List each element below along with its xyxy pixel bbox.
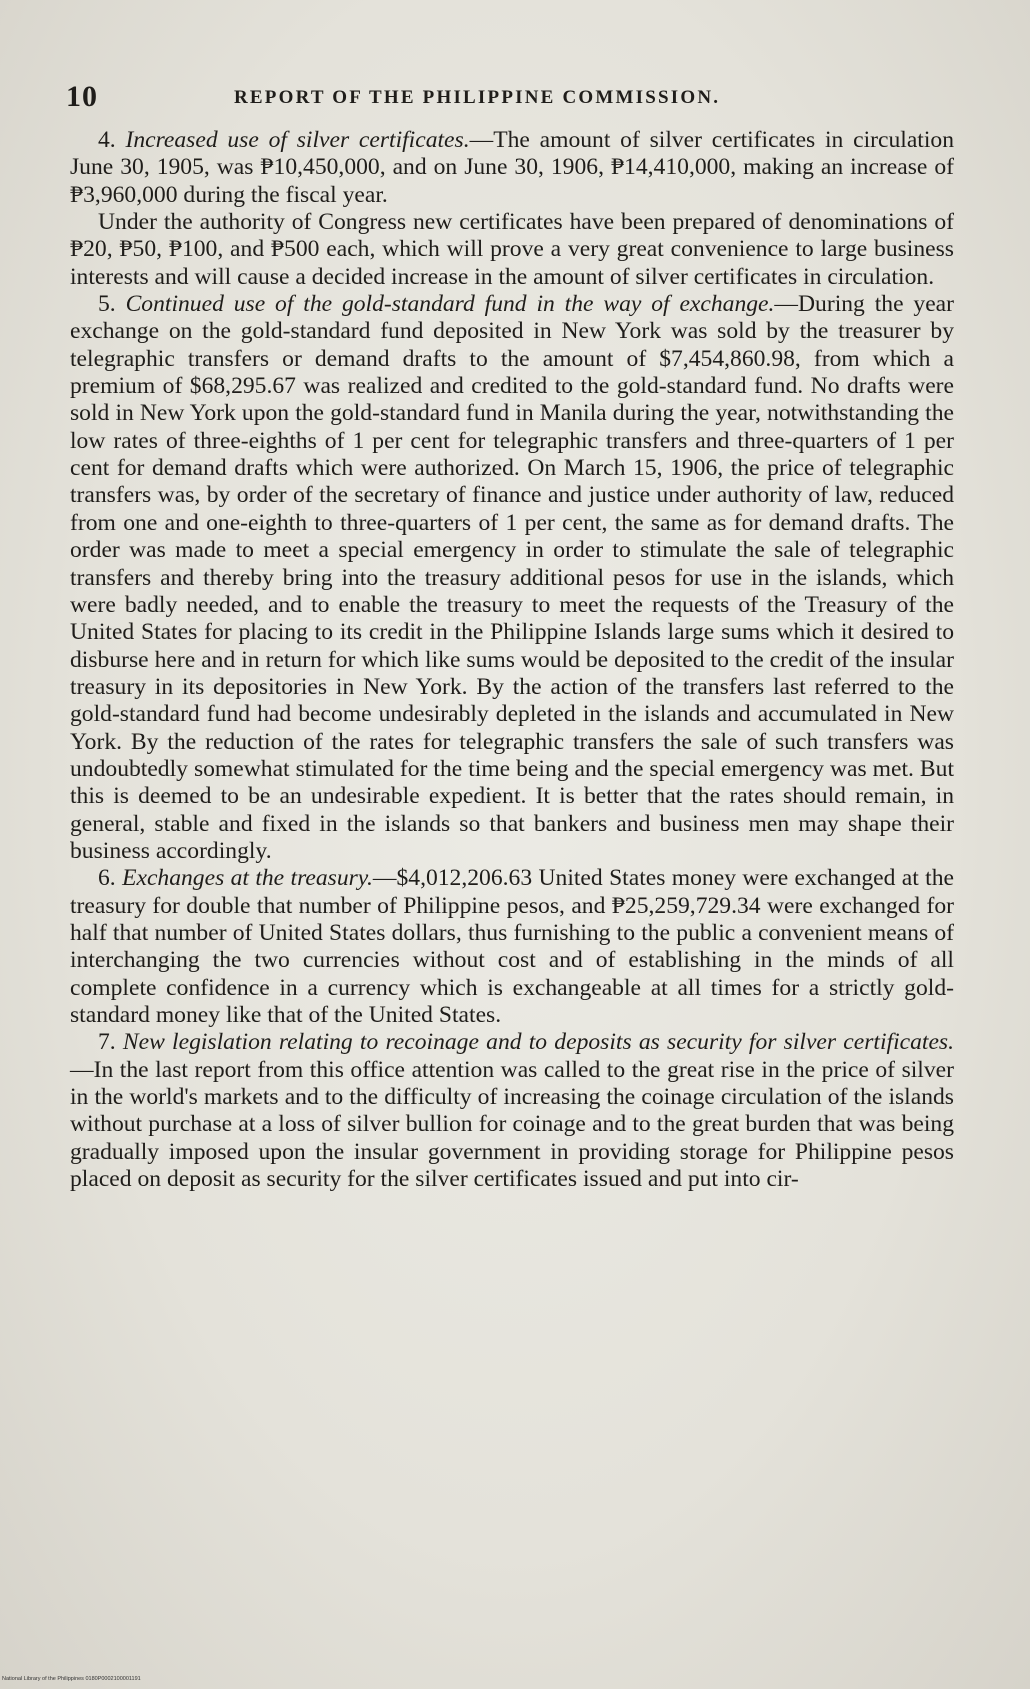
section-heading: Continued use of the gold-standard fund in the way of exchange.	[125, 291, 775, 318]
running-head: REPORT OF THE PHILIPPINE COMMISSION.	[234, 87, 721, 108]
section-heading: Exchanges at the treasury.	[122, 865, 373, 892]
section-number: 5.	[98, 291, 126, 318]
section-heading: New legislation relating to recoinage and to deposits as security for silver certificates.	[122, 1029, 954, 1056]
paragraph-text: —$4,012,206.63 United States money were exchanged at the treasury for double that number of Philippine pesos, and ₱25,259,729.34 were exchanged for half that number of United States dollars, thus furnishing to the public a convenient means of interchanging the two currencies without cost and of establishing in the minds of all complete confidence in a currency which is exchangeable at all times for a strictly gold-standard money like that of the United States.	[70, 865, 954, 1028]
paragraph-text: —In the last report from this office attention was called to the great rise in the price of silver in the world's markets and to the difficulty of increasing the coinage circulation of the islands without purchase at a loss of silver bullion for coinage and to the great burden that was being gradually imposed upon the insular government in providing storage for Philippine pesos placed on deposit as security for the silver certificates issued and put into cir-	[70, 1056, 954, 1193]
paragraph-text: —During the year exchange on the gold-standard fund deposited in New York was sold by the treasurer by telegraphic transfers or demand drafts to the amount of $7,454,860.98, from which a premium of $68,295.67 was realized and credited to the gold-standard fund. No drafts were sold in New York upon the gold-standard fund in Manila during the year, notwithstanding the low rates of three-eighths of 1 per cent for telegraphic transfers and three-quarters of 1 per cent for demand drafts which were authorized. On March 15, 1906, the price of telegraphic transfers was, by order of the secretary of finance and justice under authority of law, reduced from one and one-eighth to three-quarters of 1 per cent, the same as for demand drafts. The order was made to meet a special emergency in order to stimulate the sale of telegraphic transfers and thereby bring into the treasury additional pesos for use in the islands, which were badly needed, and to enable the treasury to meet the requests of the Treasury of the United States for placing to its credit in the Philippine Islands large sums which it desired to disburse here and in return for which like sums would be deposited to the credit of the insular treasury in its depositories in New York. By the action of the transfers last referred to the gold-standard fund had become undesirably depleted in the islands and accumulated in New York. By the reduction of the rates for telegraphic transfers the sale of such transfers was undoubtedly somewhat stimulated for the time being and the special emergency was met. But this is deemed to be an undesirable expedient. It is better that the rates should remain, in general, stable and fixed in the islands so that bankers and business men may shape their business accordingly.	[70, 291, 955, 864]
paragraph-new-legislation	[70, 1029, 954, 1193]
paragraph-new-certificates	[70, 209, 954, 291]
section-heading: Increased use of silver certificates.	[125, 127, 470, 153]
paragraph-gold-standard-fund	[70, 291, 954, 865]
section-number: 6.	[98, 865, 123, 892]
paragraph-text: Under the authority of Congress new certificates have been prepared of denominations of ₱20, ₱50, ₱100, and ₱500 each, which will prove a very great convenience to large business interests and will cause a decided increase in the amount of silver certificates in circulation.	[70, 209, 954, 290]
page-header	[66, 80, 966, 114]
paragraph-text: —The amount of silver certificates in circulation June 30, 1905, was ₱10,450,000, and on June 30, 1906, ₱14,410,000, making an increase of ₱3,960,000 during the fiscal year.	[70, 127, 955, 208]
page-number: 10	[66, 80, 98, 113]
paragraph-exchanges	[70, 865, 954, 1029]
footer-note: National Library of the Philippines 0180P0002100001191	[2, 1676, 141, 1682]
paragraph-silver-certificates	[70, 127, 954, 209]
section-number: 7.	[98, 1029, 123, 1056]
body-text	[70, 127, 954, 1193]
section-number: 4.	[98, 127, 126, 153]
